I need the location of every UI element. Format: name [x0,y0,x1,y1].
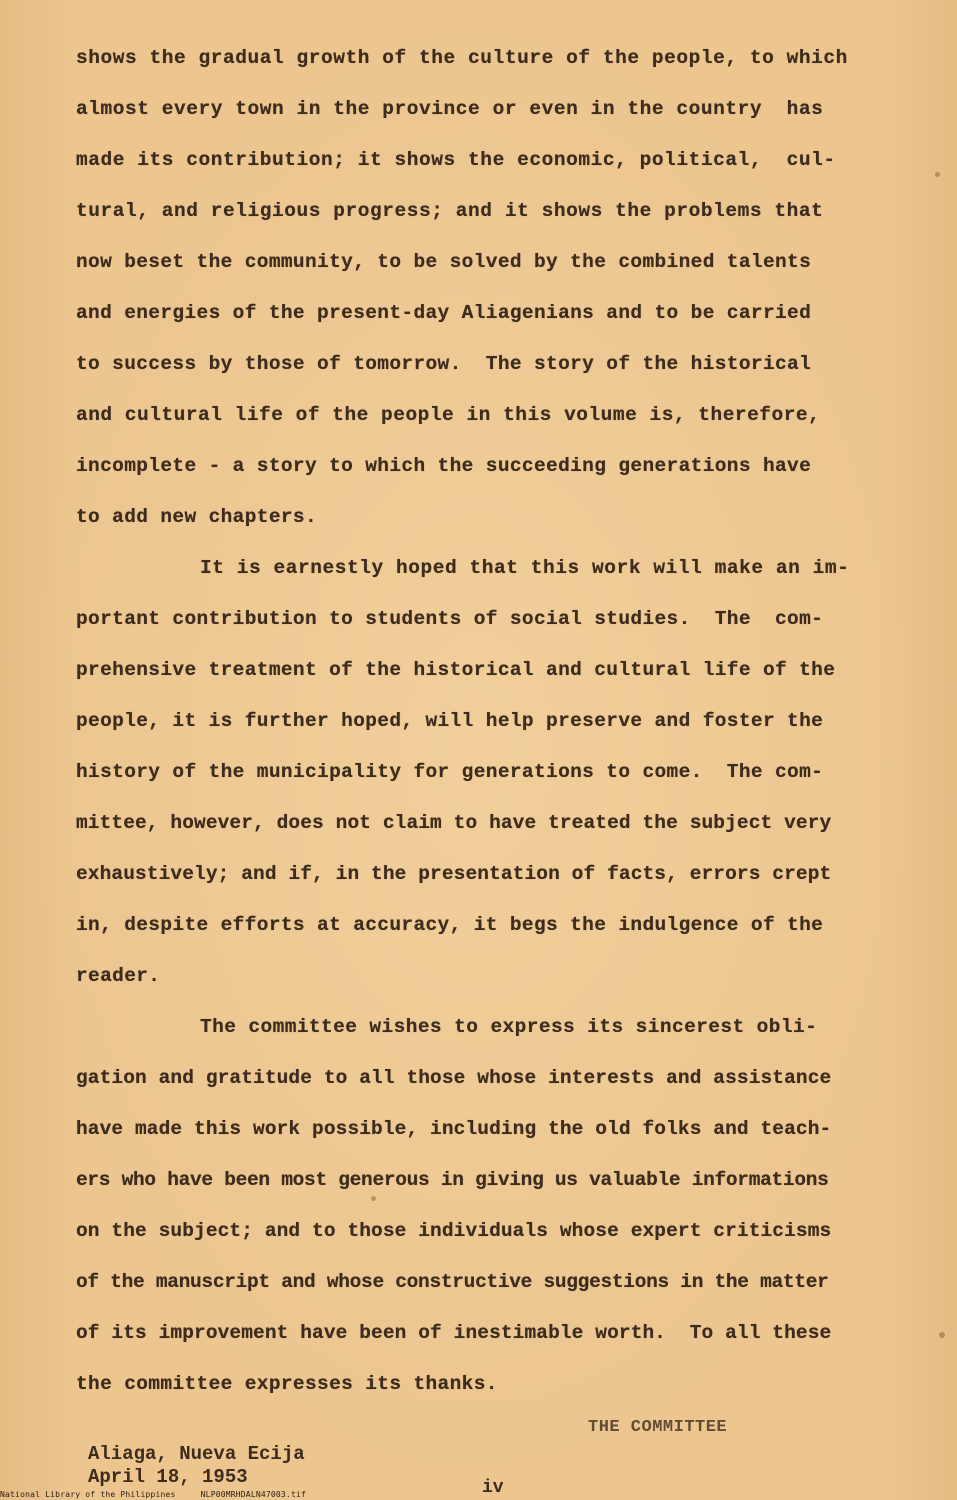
text-line: on the subject; and to those individuals whose expert criticisms [76,1220,832,1242]
text-line: shows the gradual growth of the culture of the people, to which [76,47,848,69]
date-line: April 18, 1953 [88,1466,248,1488]
text-line: and cultural life of the people in this volume is, therefore, [76,404,821,426]
text-line: mittee, however, does not claim to have treated the subject very [76,812,832,834]
signature: THE COMMITTEE [588,1418,728,1437]
text-line: incomplete - a story to which the succeeding generations have [76,455,812,477]
archive-watermark: National Library of the Philippines NLP00MRHDALN47003.tif [0,1490,307,1499]
text-line: made its contribution; it shows the economic, political, cul- [76,149,836,171]
paper-speck [371,1196,376,1201]
text-line: of its improvement have been of inestimable worth. To all these [76,1322,832,1344]
text-line: to add new chapters. [76,506,318,528]
text-line: now beset the community, to be solved by the combined talents [76,251,812,273]
text-line: almost every town in the province or even in the country has [76,98,824,120]
text-line: exhaustively; and if, in the presentation of facts, errors crept [76,863,832,885]
text-line: reader. [76,965,161,987]
text-line: prehensive treatment of the historical and cultural life of the [76,659,836,681]
text-line: of the manuscript and whose constructive suggestions in the matter [76,1271,829,1293]
paragraph-start-line: The committee wishes to express its sincerest obli- [200,1016,818,1038]
paragraph-start-line: It is earnestly hoped that this work will make an im- [200,557,850,579]
text-line: history of the municipality for generations to come. The com- [76,761,824,783]
place-line: Aliaga, Nueva Ecija [88,1443,305,1465]
text-line: portant contribution to students of social studies. The com- [76,608,824,630]
page-number: iv [482,1478,504,1498]
paper-speck [939,1332,945,1338]
text-line: ers who have been most generous in giving us valuable informations [76,1169,829,1191]
text-line: the committee expresses its thanks. [76,1373,498,1395]
text-line: and energies of the present-day Aliagenians and to be carried [76,302,812,324]
text-line: people, it is further hoped, will help preserve and foster the [76,710,824,732]
text-line: have made this work possible, including the old folks and teach- [76,1118,832,1140]
text-line: to success by those of tomorrow. The story of the historical [76,353,812,375]
text-line: gation and gratitude to all those whose interests and assistance [76,1067,832,1089]
text-line: in, despite efforts at accuracy, it begs the indulgence of the [76,914,824,936]
text-line: tural, and religious progress; and it shows the problems that [76,200,824,222]
paper-speck [935,172,940,177]
